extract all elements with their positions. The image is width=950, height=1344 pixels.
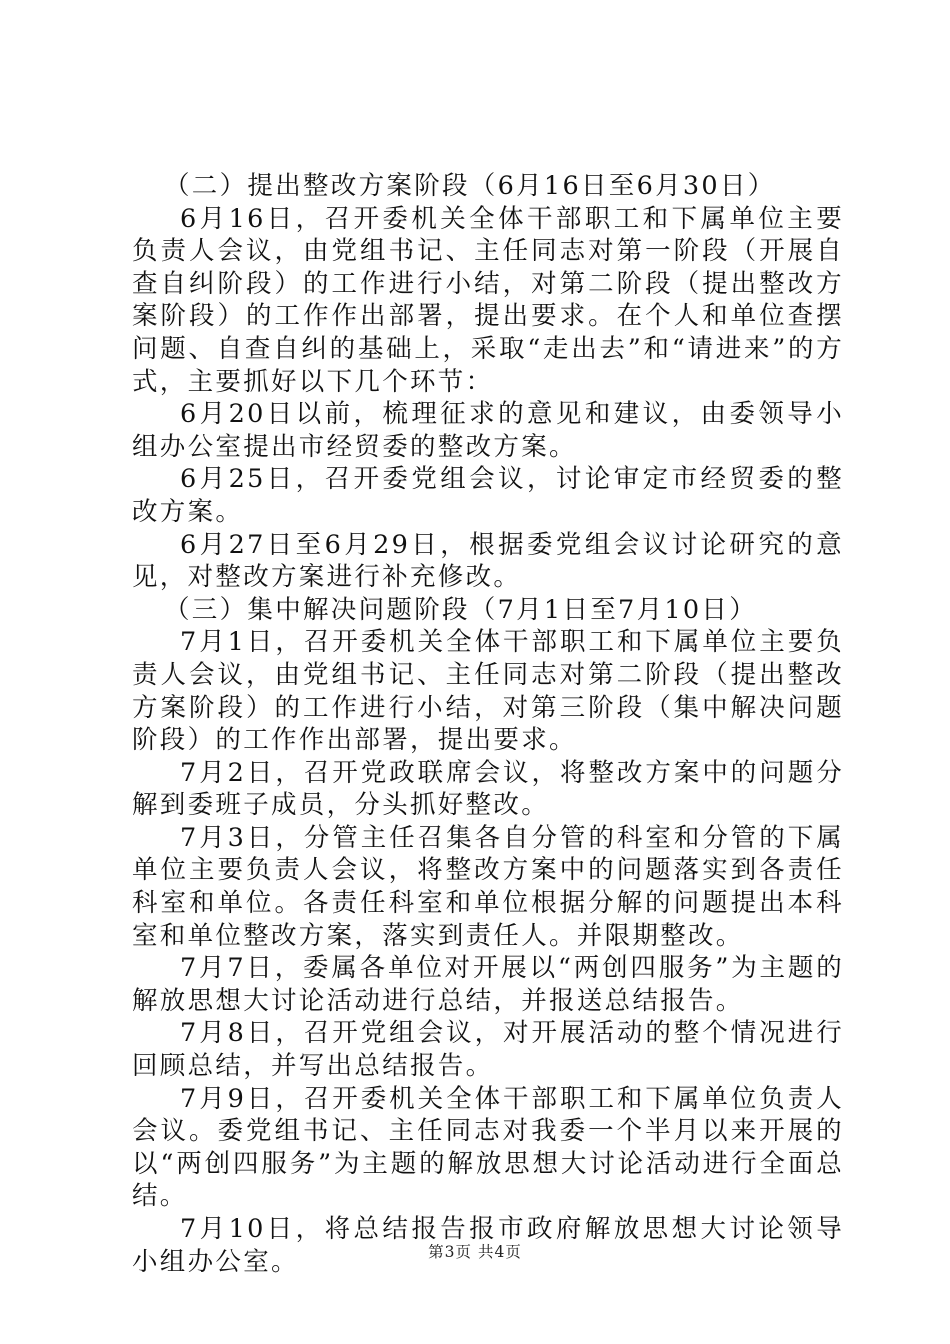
document-body: [132, 170, 844, 1278]
section-heading-3: （三）集中解决问题阶段（7月1日至7月10日）: [164, 594, 758, 625]
paragraph: 7月2日，召开党政联席会议，将整改方案中的问题分解到委班子成员，分头抓好整改。: [132, 757, 844, 821]
paragraph: 7月3日，分管主任召集各自分管的科室和分管的下属单位主要负责人会议，将整改方案中的问题落实到各责任科室和单位。各责任科室和单位根据分解的问题提出本科室和单位整改方案，落实到责任人。并限期整改。: [132, 822, 844, 951]
paragraph: 6月25日，召开委党组会议，讨论审定市经贸委的整改方案。: [132, 464, 844, 527]
paragraph: 7月1日，召开委机关全体干部职工和下属单位主要负责人会议，由党组书记、主任同志对第二阶段（提出整改方案阶段）的工作进行小结，对第三阶段（集中解决问题阶段）的工作作出部署，提出要求。: [132, 627, 844, 756]
section-heading-2: （二）提出整改方案阶段（6月16日至6月30日）: [164, 171, 776, 201]
paragraph: 6月16日，召开委机关全体干部职工和下属单位主要负责人会议，由党组书记、主任同志对第一阶段（开展自查自纠阶段）的工作进行小结，对第二阶段（提出整改方案阶段）的工作作出部署，提出要求。在个人和单位查摆问题、自查自纠的基础上，采取“走出去”和“请进来”的方式，主要抓好以下几个环节：: [132, 203, 844, 397]
page-number-footer: 第3页 共4页: [428, 1243, 522, 1261]
paragraph: 7月7日，委属各单位对开展以“两创四服务”为主题的解放思想大讨论活动进行总结，并报送总结报告。: [132, 953, 844, 1016]
paragraph: 6月20日以前，梳理征求的意见和建议，由委领导小组办公室提出市经贸委的整改方案。: [132, 399, 844, 462]
paragraph: 7月9日，召开委机关全体干部职工和下属单位负责人会议。委党组书记、主任同志对我委一个半月以来开展的以“两创四服务”为主题的解放思想大讨论活动进行全面总结。: [132, 1083, 844, 1212]
paragraph: 7月10日，将总结报告报市政府解放思想大讨论领导小组办公室。: [132, 1214, 844, 1277]
paragraph: 6月27日至6月29日，根据委党组会议讨论研究的意见，对整改方案进行补充修改。: [132, 529, 844, 593]
paragraph: 7月8日，召开党组会议，对开展活动的整个情况进行回顾总结，并写出总结报告。: [132, 1018, 844, 1082]
